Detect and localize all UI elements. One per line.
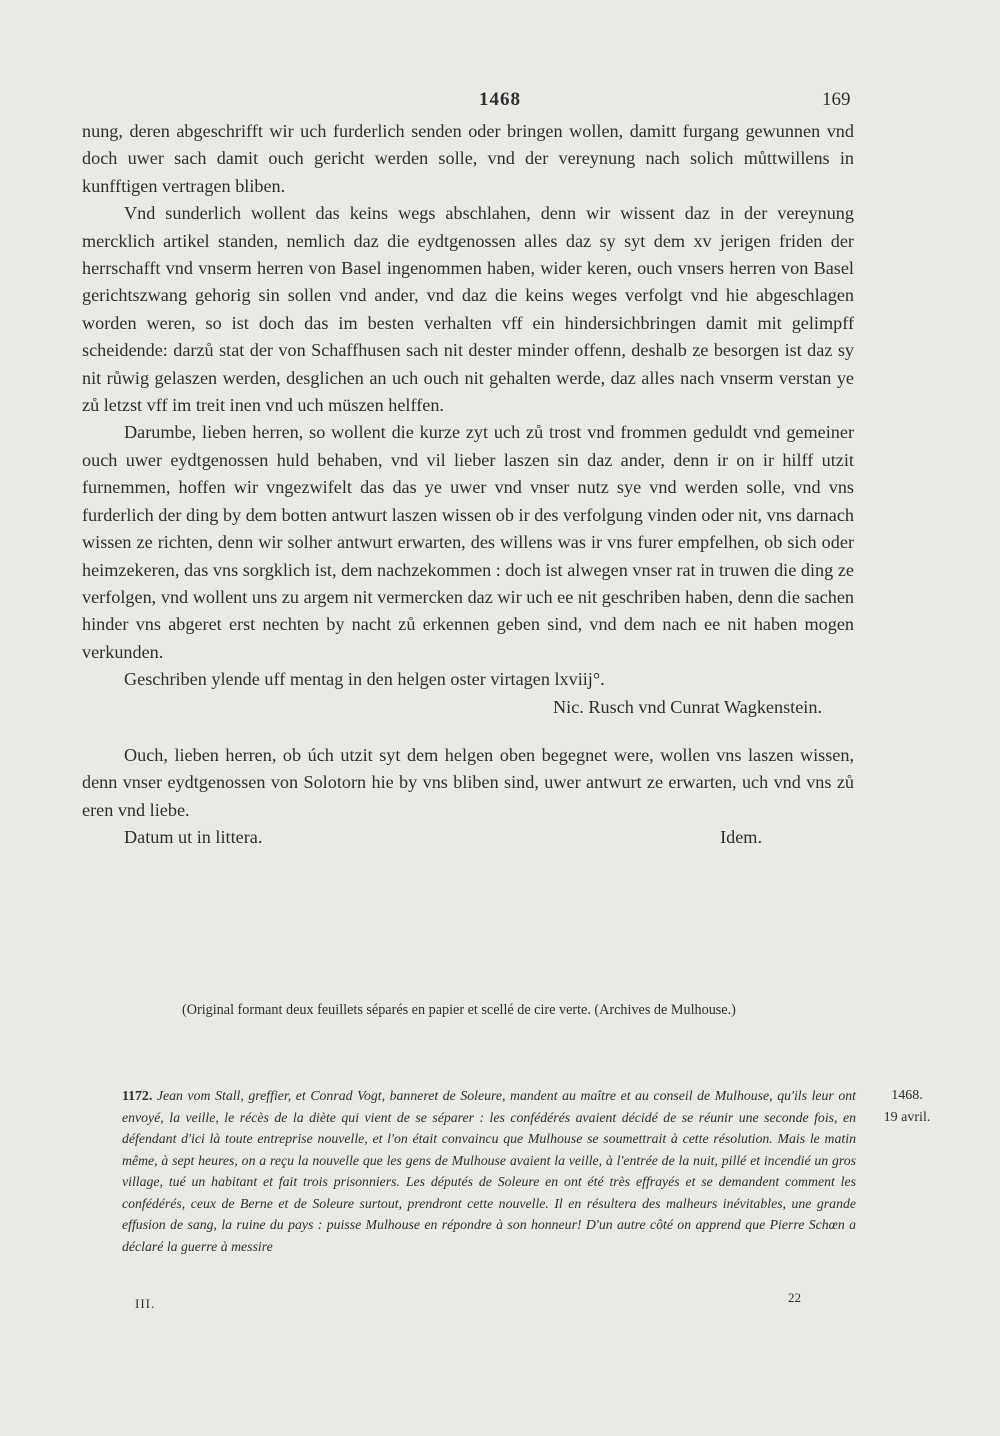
letter-body — [82, 118, 854, 852]
source-note: (Original formant deux feuillets séparés en papier et scellé de cire verte. (Archives de Mulhouse.) — [182, 1002, 736, 1018]
regest-entry — [122, 1085, 856, 1257]
signature: Nic. Rusch vnd Cunrat Wagkenstein. — [553, 696, 822, 717]
page-number: 169 — [822, 89, 851, 110]
running-head-year: 1468 — [479, 89, 521, 110]
paragraph: Darumbe, lieben herren, so wollent die kurze zyt uch zů trost vnd frommen geduldt vnd gemeiner ouch uwer eydtgenossen huld behaben, vnd vil lieber laszen sin daz ander, denn ir on ir hilff utzit furnemmen, hoffen wir vngezwifelt das das ye uwer vnd vnser nutz sye vnd werden solle, vnd vns furderlich der ding by dem botten antwurt laszen wissen ob ir des verfolgung vinden oder nit, vns darnach wissen ze richten, denn wir solher antwurt erwarten, des willens was ir vns furer empfelhen, ob sich oder heimzekeren, das vns sorgklich ist, dem nachzekommen : doch ist alwegen vnser rat in truwen die ding ze verfolgen, vnd wollent uns zu argem nit vermercken daz wir uch ee nit geschriben haben, denn die sachen hinder vns abgeret erst nechten by nacht zů erkennen geben sind, vnd dem nach ee nit haben mogen verkunden. — [82, 422, 854, 662]
idem-signature: Idem. — [720, 827, 762, 848]
signature-mark: III. — [135, 1296, 156, 1311]
margin-date: 19 avril. — [883, 1109, 931, 1125]
postscript: Ouch, lieben herren, ob úch utzit syt dem helgen oben begegnet were, wollen vns laszen wissen, denn vnser eydtgenossen von Solotorn hie by vns bliben sind, uwer antwurt ze erwarten, uch vnd vns zů eren vnd liebe. — [82, 744, 854, 820]
sheet-number: 22 — [788, 1290, 801, 1305]
margin-year: 1468. — [891, 1088, 923, 1103]
regest-number: 1172. — [122, 1088, 153, 1103]
dating-clause: Geschriben ylende uff mentag in den helgen oster virtagen lxviij°. — [124, 669, 605, 690]
margin-date-note — [873, 1085, 941, 1128]
datum-line: Datum ut in littera. — [124, 827, 263, 848]
regest-text: Jean vom Stall, greffier, et Conrad Vogt, banneret de Soleure, mandent au maître et au conseil de Mulhouse, qu'ils leur ont envoyé, la veille, le récès de la diète qui vient de se séparer : les confédérés avaient décidé de se réunir une seconde fois, en défendant d'ici là toute entreprise nouvelle, et l'on était convaincu que Mulhouse se soumettrait à cette résolution. Mais le matin même, à sept heures, on a reçu la nouvelle que les gens de Mulhouse avaient la veille, à l'entrée de la nuit, pillé et incendié un gros village, tué un habitant et fait trois prisonniers. Les députés de Soleure en ont été très effrayés et se demandent comment les confédérés, ceux de Berne et de Soleure surtout, prendront cette nouvelle. Il en résultera des malheurs inévitables, une grande effusion de sang, la ruine du pays : puisse Mulhouse en répondre à son honneur! D'un autre côté on apprend que Pierre Schœn a déclaré la guerre à messire — [122, 1088, 857, 1254]
paragraph-continuation: nung, deren abgeschrifft wir uch furderlich senden oder bringen wollen, damitt furgang gewunnen vnd doch uwer sach damit ouch gericht werden solle, vnd der vereynung nach solich můttwillens in kunfftigen vertragen bliben. — [82, 121, 854, 196]
paragraph: Vnd sunderlich wollent das keins wegs abschlahen, denn wir wissent daz in der vereynung mercklich artikel standen, nemlich daz die eydtgenossen alles daz sy syt dem xv jerigen friden der herrschafft vnd vnserm herren von Basel ingenommen haben, wider keren, ouch vnsers herren von Basel gerichtszwang gehorig sin sollen vnd ander, vnd daz die keins weges verfolgt vnd hie abgeschlagen worden weren, so ist doch das im besten verhalten vff ein hindersichbringen damit mit gelimpff scheidende: darzů stat der von Schaffhusen sach nit dester minder offenn, deshalb ze besorgen ist daz sy nit růwig gelaszen werden, desglichen an uch ouch nit gehalten werde, daz alles nach vnserm verstan ye zů letzst vff im treit inen vnd uch müszen helffen. — [82, 203, 854, 416]
